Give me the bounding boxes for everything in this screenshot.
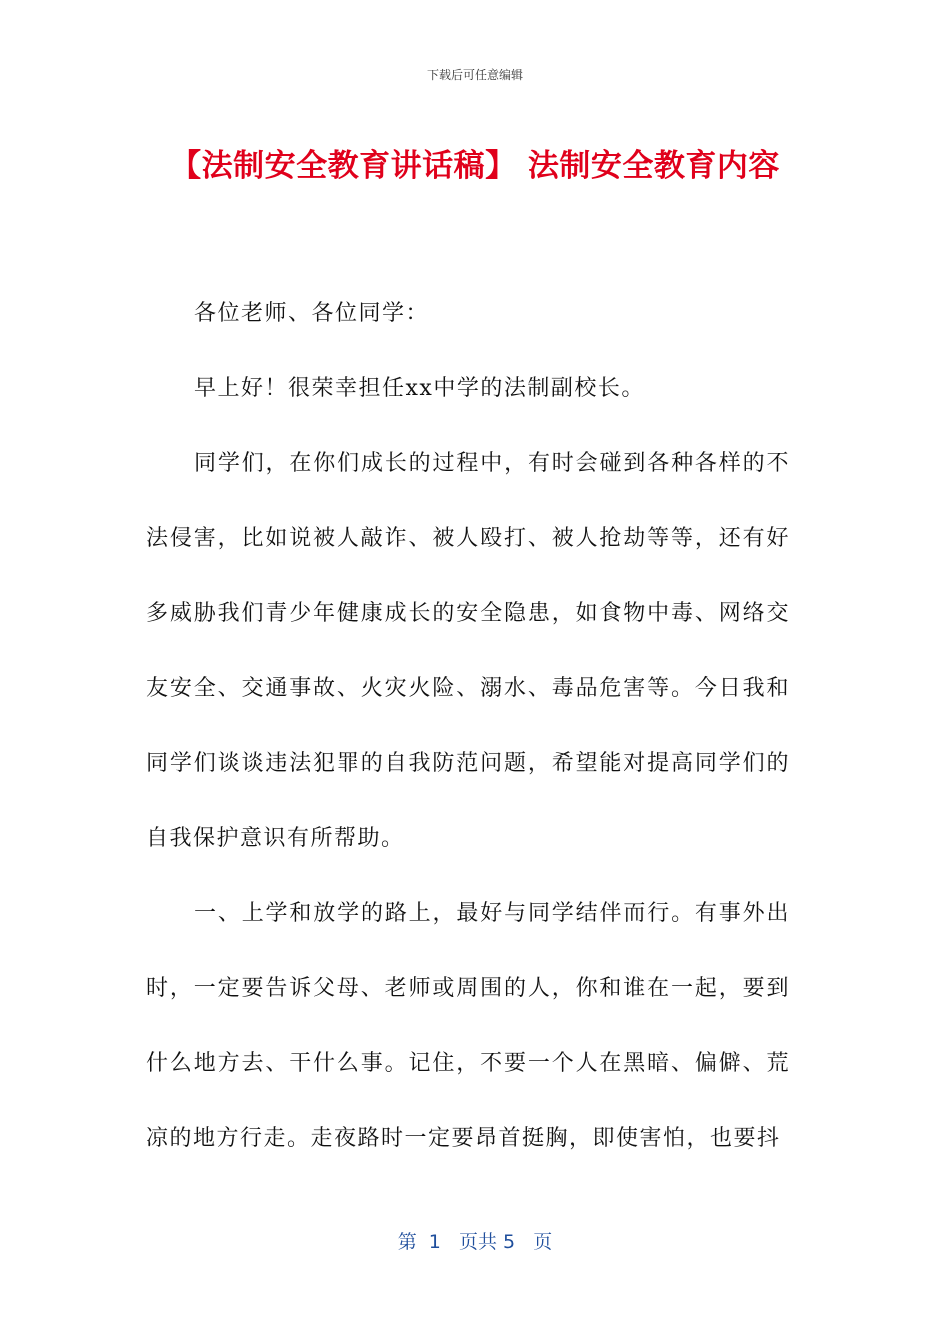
paragraph: 各位老师、各位同学： <box>194 301 430 326</box>
paragraph: 早上好！很荣幸担任xx中学的法制副校长。 <box>194 376 645 401</box>
document-title: 【法制安全教育讲话稿】 法制安全教育内容 <box>170 148 780 184</box>
document-body <box>146 276 790 1176</box>
paragraph: 一、上学和放学的路上，最好与同学结伴而行。有事外出时，一定要告诉父母、老师或周围的人，你和谁在一起，要到什么地方去、干什么事。记住，不要一个人在黑暗、偏僻、荒凉的地方行走。走夜路时一定要昂首挺胸，即使害怕，也要抖 <box>146 901 790 1151</box>
page-number: 第 1 页共 5 页 <box>397 1231 553 1253</box>
header-note: 下载后可任意编辑 <box>426 68 523 82</box>
paragraph: 同学们，在你们成长的过程中，有时会碰到各种各样的不法侵害，比如说被人敲诈、被人殴打、被人抢劫等等，还有好多威胁我们青少年健康成长的安全隐患，如食物中毒、网络交友安全、交通事故、火灾火险、溺水、毒品危害等。今日我和同学们谈谈违法犯罪的自我防范问题，希望能对提高同学们的自我保护意识有所帮助。 <box>146 451 790 851</box>
